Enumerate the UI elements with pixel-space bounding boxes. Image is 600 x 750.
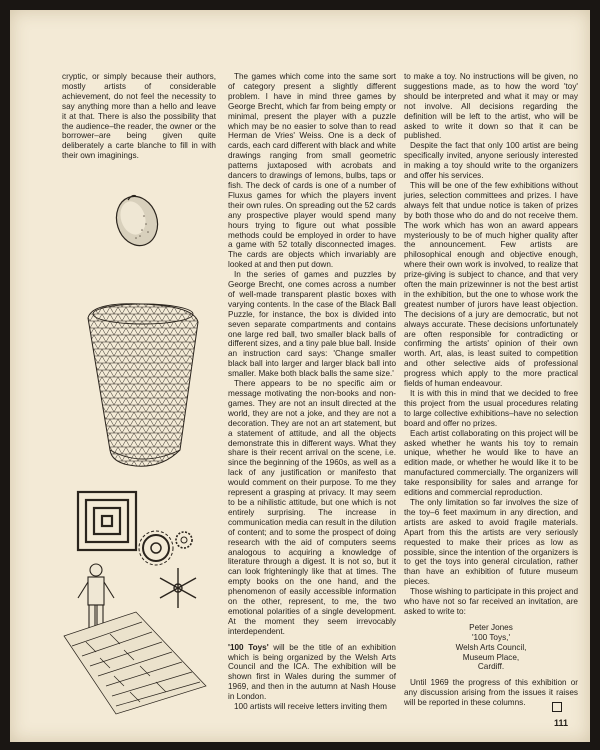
paragraph: Until 1969 the progress of this exhibition or any discussion arising from the issues it raises will be reported in these columns. [404,678,578,708]
collage-illustration [56,486,216,716]
paragraph: In the series of games and puzzles by George Brecht, one comes across a number of well-made transparent plastic boxes with varying contents. In the case of the Black Ball Puzzle, for instance, the box is divided into seven separate compartments and contains one large red ball, two smaller black balls of different sizes, and a tiny pale blue ball. Inside an instruction card says: 'Change smaller black ball into larger and larger black ball into smaller. Make both black balls the same size.' [228,270,396,379]
paragraph: The only limitation so far involves the size of the toy–6 feet maximum in any direction, and artists are asked to avoid fragile materials. Apart from this the artists are very seriously requested to make their prices as low as possible, since the intention of the organizers is to get the toys into general circulation, rather than have an exhibition of future museum pieces. [404,497,578,587]
paragraph: The games which come into the same sort of category present a slightly different problem. I have in mind three games by George Brecht, which far from being empty or minimal, present the player with a puzzle which may be no easier to solve than to read Herman de Vries' Weiss. One is a deck of cards, each card different with black and white drawings ranging from small geometric patterns juxtaposed with acrobats and dancers to drawings of lemons, bulbs, taps or fish. The deck of cards is one of a number of Fluxus games for which the players invent their own rules. On spreading out the 52 cards any prospective player would spend many hours trying to figure out what possible methods could be employed in order to have a game with 52 totally disconnected images. The cards are objects which invariably are looked at and then put down. [228,72,396,270]
paragraph: 100 artists will receive letters inviting them [234,702,387,712]
address-line: Peter Jones [469,622,513,632]
column-right [404,72,578,708]
maze-drawing [78,492,136,550]
geodesic-net-illustration [82,300,202,470]
end-mark-icon [552,702,562,712]
address-line: '100 Toys,' [471,632,511,642]
paragraph: It is with this in mind that we decided to free this project from the usual procedures relating to large collective exhibitions–have no selection board and offer no prizes. [404,389,578,428]
magazine-page [10,10,590,742]
paragraph: There appears to be no specific aim or message motivating the non-books and non-games. They are not an insult directed at the world, they are not a joke, and they are not a decoration. They are not an art statement, but a statement of attitude, and all the objects demonstrate this in different ways. What they share is their recent arrival on the scene, i.e. since the beginning of the 1960s, as well as a lack of any justification or manifesto that would comment on their purpose. To me they represent a grasping at privacy. It may seem to be a nihilistic attitude, but one which is not entirely surprising. The increase in communication media can result in the dilution of content; and to some the prospect of doing research with the aid of computers seems analogous to acquiring a knowledge of literature through a digest. It is not so, but it can look frighteningly like that at times. The empty books on the one hand, and the phenomenon of easily accessible information on the other, represent, to me, the two emotional polarities of a single development. At the moment they seem irrevocably interdependent. [228,379,396,636]
paragraph: Those wishing to participate in this project and who have not so far received an invitation, are asked to write to: [404,587,578,616]
paragraph [228,643,396,702]
page-number: 111 [553,718,568,728]
column-left [62,72,216,161]
address-line: Cardiff. [477,662,505,672]
paragraph: Each artist collaborating on this project will be asked whether he wants his toy to remain unique, whether he would like to have an edition made, or whether he would like it to be manufactured commercially. The organizers will take responsibility for sales and arrange for editions and commercial reproduction. [404,428,578,498]
address-line: Welsh Arts Council, [455,642,527,652]
paragraph: This will be one of the few exhibitions without juries, selection committees and prizes. I have always felt that undue notice is taken of prizes by both those who do and do not receive them. The work which has won an award appears mysteriously to be of much higher quality after the announcement. Few artists are philosophical enough and objective enough, where their own work is involved, to realize that prize-giving is subject to chance, and that very often the main prizewinner is not the best artist in the exhibition, but the one to whose work the greatest number of jurors have least objection. The decisions of a jury are democratic, but not always accurate. These decisions unfortunately are often responsible for contradicting or confirming the artists' opinion of their own worth. Art, alas, is least suited to competition and other selective aids of professional progress which apply to the more practical fields of human endeavour. [404,180,578,389]
snowflake-drawing [160,568,196,608]
address-line: Museum Place, [462,652,520,662]
column-middle [228,72,396,712]
brick-wall-drawing [64,612,206,714]
paragraph: Despite the fact that only 100 artist are being specifically invited, anyone seriously interested in making a toy should write to the organizers and offer his services. [404,141,578,181]
gear-drawing [139,531,173,565]
paragraph: cryptic, or simply because their authors, mostly artists of considerable achievement, do not feel the necessity to say anything more than a hello and leave it at that. There is also the possibility that the audience–the reader, the owner or the borrower–are being given quite deliberately a carte blanche to fill in with their own imaginings. [62,72,216,161]
lemon-illustration [106,188,168,252]
exhibition-title: '100 Toys' [228,642,269,652]
paragraph-text: will be the title of an exhibition which is being organized by the Welsh Arts Council and the ICA. The exhibition will be shown first in Wales during the summer of 1969, and then in the autumn at Nash House in London. [228,642,396,702]
paragraph: to make a toy. No instructions will be given, no suggestions made, as to how the word 'toy' should be interpreted and what it may or may not involve. All decisions regarding the definition will be left to the artist, who will be asked to write it down so that it can be published. [404,72,578,141]
mailing-address [404,623,578,673]
